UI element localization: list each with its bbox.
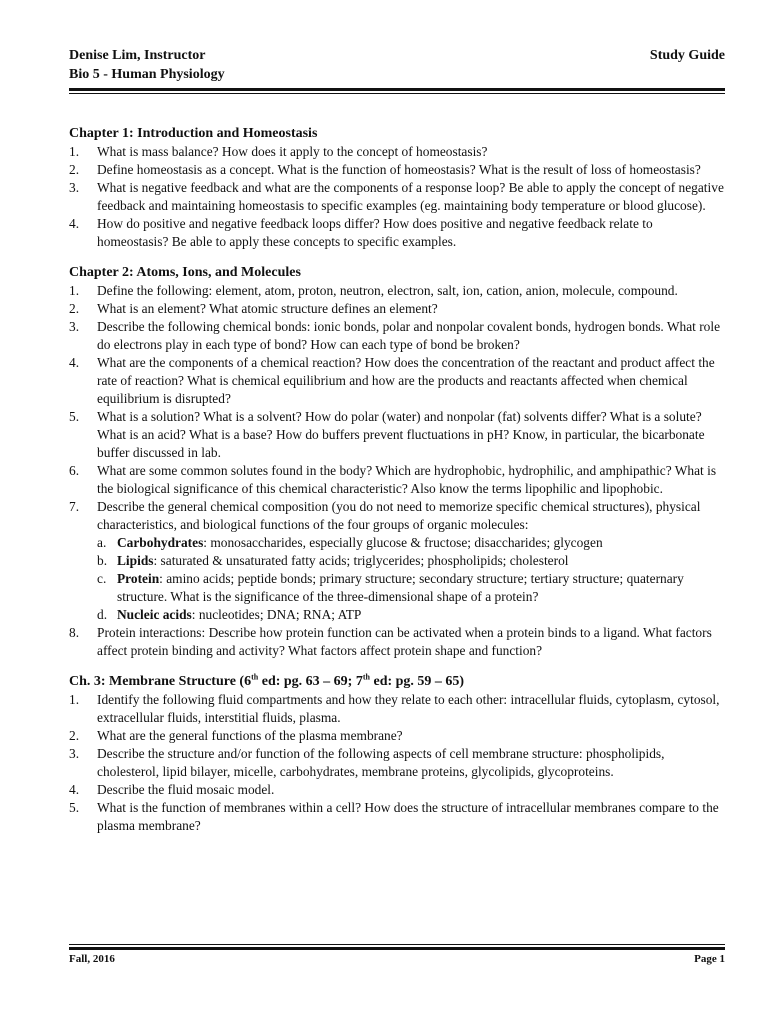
footer-rule-thin: [69, 944, 725, 945]
page-footer: [69, 953, 725, 965]
sub-item-protein: c. Protein: amino acids; peptide bonds; primary structure; secondary structure; tertiary structure; quaternary structure. What is the significance of the three-dimensional shape of a protein?: [97, 571, 684, 604]
list-item: 3. What is negative feedback and what are the components of a response loop? Be able to apply the concept of negative feedback and maintaining homeostasis to specific examples (eg. maintaining body temperature or blood glucose).: [69, 180, 724, 213]
list-item: 4. What are the components of a chemical reaction? How does the concentration of the reactant and product affect the rate of reaction? What is chemical equilibrium and how are the products and reactants affected when chemical equilibrium is disrupted?: [69, 355, 715, 406]
list-item: 3. Describe the structure and/or function of the following aspects of cell membrane structure: phospholipids, cholesterol, lipid bilayer, micelle, carbohydrates, membrane proteins, glycolipids, glycoproteins.: [69, 746, 665, 779]
chapter-3-title: Ch. 3: Membrane Structure (6th ed: pg. 63 – 69; 7th ed: pg. 59 – 65): [69, 672, 465, 689]
list-item: 2. What are the general functions of the plasma membrane?: [69, 728, 403, 743]
list-item: 1. What is mass balance? How does it apply to the concept of homeostasis?: [69, 144, 488, 159]
chapter-2-section: [69, 263, 725, 660]
list-item: 4. How do positive and negative feedback loops differ? How does positive and negative feedback relate to homeostasis? Be able to apply these concepts to specific examples.: [69, 216, 653, 249]
list-item: 7. Describe the general chemical composition (you do not need to memorize specific chemical structures), physical characteristics, and biological functions of the four groups of organic molecules: a. Carbohydrates: monosaccharides, especially glucose & fructose; disaccharides; glycogen b. Lipids: saturated & unsaturated fatty acids; triglycerides; phospholipids; cholesterol c. Protein: amino acids; peptide bonds; primary structure; secondary structure; tertiary structure; quaternary structure. What is the significance of the three-dimensional shape of a protein? d. Nucleic acids: nucleotides; DNA; RNA; ATP: [69, 498, 725, 624]
document-type: Study Guide: [649, 48, 725, 63]
chapter-1-section: [69, 124, 725, 251]
chapter-2-title: Chapter 2: Atoms, Ions, and Molecules: [69, 265, 301, 280]
list-item: 5. What is a solution? What is a solvent? How do polar (water) and nonpolar (fat) solvents differ? What is a solute? What is an acid? What is a base? How do buffers prevent fluctuations in pH? Know, in particular, the bicarbonate buffer discussed in lab.: [69, 409, 705, 460]
term-label: Fall, 2016: [69, 953, 115, 965]
study-guide-content: [69, 124, 725, 847]
chapter-3-section: [69, 672, 725, 835]
sub-item-carbohydrates: a. Carbohydrates: monosaccharides, especially glucose & fructose; disaccharides; glycogen: [97, 535, 603, 550]
list-item: 6. What are some common solutes found in the body? Which are hydrophobic, hydrophilic, and amphipathic? What is the biological significance of this chemical characteristic? Also know the terms lipophilic and lipophobic.: [69, 463, 717, 496]
chapter-1-title: Chapter 1: Introduction and Homeostasis: [69, 126, 318, 141]
list-item: 1. Define the following: element, atom, proton, neutron, electron, salt, ion, cation, anion, molecule, compound.: [69, 283, 678, 298]
instructor-name: Denise Lim, Instructor: [69, 48, 206, 63]
header-rule-thin: [69, 93, 725, 94]
course-name: Bio 5 - Human Physiology: [69, 67, 225, 82]
list-item: 1. Identify the following fluid compartments and how they relate to each other: intracellular fluids, cytoplasm, cytosol, extracellular fluids, interstitial fluids, plasma.: [69, 692, 720, 725]
page-number: Page 1: [694, 953, 725, 965]
list-item: 2. What is an element? What atomic structure defines an element?: [69, 301, 438, 316]
list-item: 3. Describe the following chemical bonds: ionic bonds, polar and nonpolar covalent bonds, hydrogen bonds. What role do electrons play in each type of bond? How can each type of bond be broken?: [69, 319, 721, 352]
list-item: 2. Define homeostasis as a concept. What is the function of homeostasis? What is the result of loss of homeostasis?: [69, 162, 701, 177]
footer-rule-thick: [69, 947, 725, 950]
list-item: 8. Protein interactions: Describe how protein function can be activated when a protein binds to a ligand. What factors affect protein binding and activity? What factors affect protein shape and function?: [69, 625, 712, 658]
list-item: 4. Describe the fluid mosaic model.: [69, 782, 275, 797]
page-header: [69, 46, 725, 84]
list-item: 5. What is the function of membranes within a cell? How does the structure of intracellular membranes compare to the plasma membrane?: [69, 800, 719, 833]
header-rule-thick: [69, 88, 725, 91]
sub-item-lipids: b. Lipids: saturated & unsaturated fatty acids; triglycerides; phospholipids; cholesterol: [97, 553, 569, 568]
sub-item-nucleic-acids: d. Nucleic acids: nucleotides; DNA; RNA; ATP: [97, 607, 362, 622]
